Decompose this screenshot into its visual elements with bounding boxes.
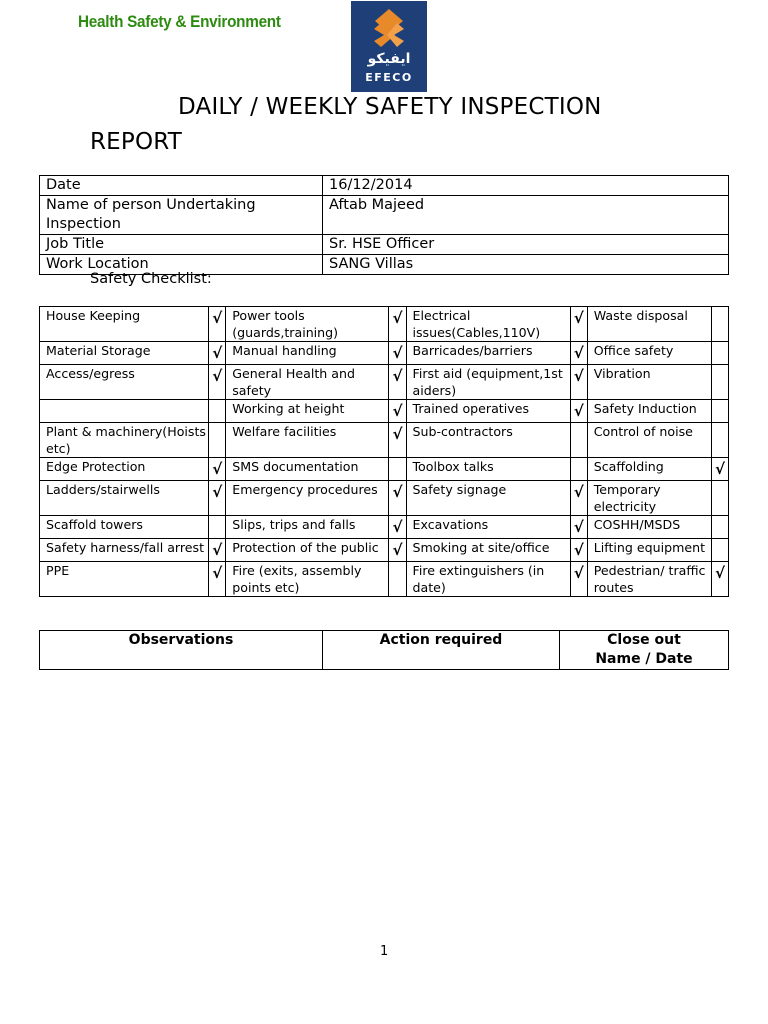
check-mark-icon: √ <box>714 564 725 582</box>
action-required-header: Action required <box>323 631 560 670</box>
checklist-tick-cell <box>711 539 728 562</box>
observations-table <box>39 630 729 670</box>
efeco-logo-graphic <box>351 1 427 92</box>
job-title-label: Job Title <box>40 235 323 255</box>
logo-latin-text: EFECO <box>365 71 413 84</box>
checklist-tick-cell <box>570 423 587 458</box>
checklist-item-label: Manual handling <box>226 342 389 365</box>
checklist-tick-cell <box>711 423 728 458</box>
checklist-tick-cell <box>711 516 728 539</box>
checklist-item-label: Safety signage <box>406 481 570 516</box>
check-mark-icon: √ <box>212 344 223 362</box>
checklist-item-label: Safety Induction <box>587 400 711 423</box>
checklist-tick-cell <box>389 307 406 342</box>
checklist-item-label: Safety harness/fall arrest <box>40 539 209 562</box>
checklist-item-label: COSHH/MSDS <box>587 516 711 539</box>
page-number: 1 <box>380 944 389 959</box>
checklist-row <box>40 516 729 539</box>
checklist-tick-cell <box>711 307 728 342</box>
check-mark-icon: √ <box>573 541 584 559</box>
checklist-row <box>40 342 729 365</box>
check-mark-icon: √ <box>573 483 584 501</box>
inspection-info-table <box>39 175 729 275</box>
close-out-line2: Name / Date <box>595 651 693 667</box>
checklist-item-label: Vibration <box>587 365 711 400</box>
checklist-item-label: Material Storage <box>40 342 209 365</box>
checklist-item-label: Office safety <box>587 342 711 365</box>
checklist-row <box>40 481 729 516</box>
check-mark-icon: √ <box>392 541 403 559</box>
checklist-item-label: General Health and safety <box>226 365 389 400</box>
person-value: Aftab Majeed <box>323 196 729 235</box>
checklist-tick-cell <box>570 481 587 516</box>
logo-arabic-text: ايفيكو <box>367 51 411 67</box>
checklist-tick-cell <box>711 562 728 597</box>
safety-checklist-table <box>39 306 729 597</box>
check-mark-icon: √ <box>212 483 223 501</box>
checklist-tick-cell <box>570 365 587 400</box>
check-mark-icon: √ <box>714 460 725 478</box>
checklist-row <box>40 423 729 458</box>
checklist-tick-cell <box>209 539 226 562</box>
checklist-tick-cell <box>389 342 406 365</box>
job-title-value: Sr. HSE Officer <box>323 235 729 255</box>
report-title-line1: DAILY / WEEKLY SAFETY INSPECTION <box>178 94 602 120</box>
checklist-tick-cell <box>711 481 728 516</box>
checklist-item-label: PPE <box>40 562 209 597</box>
observations-header-row <box>40 631 729 670</box>
checklist-tick-cell <box>570 307 587 342</box>
checklist-tick-cell <box>711 458 728 481</box>
checklist-item-label: Welfare facilities <box>226 423 389 458</box>
checklist-tick-cell <box>209 516 226 539</box>
check-mark-icon: √ <box>212 367 223 385</box>
check-mark-icon: √ <box>212 460 223 478</box>
checklist-tick-cell <box>389 516 406 539</box>
check-mark-icon: √ <box>212 541 223 559</box>
report-title-line2: REPORT <box>90 129 183 155</box>
checklist-row <box>40 539 729 562</box>
close-out-line1: Close out <box>607 632 681 648</box>
info-row-date <box>40 176 729 196</box>
checklist-tick-cell <box>209 307 226 342</box>
check-mark-icon: √ <box>392 518 403 536</box>
checklist-tick-cell <box>209 342 226 365</box>
checklist-row <box>40 400 729 423</box>
check-mark-icon: √ <box>212 309 223 327</box>
checklist-tick-cell <box>209 481 226 516</box>
checklist-item-label: Protection of the public <box>226 539 389 562</box>
checklist-tick-cell <box>570 458 587 481</box>
checklist-item-label: Plant & machinery(Hoists etc) <box>40 423 209 458</box>
checklist-tick-cell <box>570 516 587 539</box>
checklist-row <box>40 562 729 597</box>
checklist-item-label: Working at height <box>226 400 389 423</box>
checklist-item-label: Barricades/barriers <box>406 342 570 365</box>
checklist-item-label: Control of noise <box>587 423 711 458</box>
checklist-tick-cell <box>209 365 226 400</box>
checklist-tick-cell <box>209 562 226 597</box>
checklist-item-label: Power tools (guards,training) <box>226 307 389 342</box>
checklist-item-label: Access/egress <box>40 365 209 400</box>
checklist-item-label: Emergency procedures <box>226 481 389 516</box>
check-mark-icon: √ <box>212 564 223 582</box>
checklist-item-label: House Keeping <box>40 307 209 342</box>
checklist-row <box>40 365 729 400</box>
check-mark-icon: √ <box>392 309 403 327</box>
checklist-tick-cell <box>570 539 587 562</box>
checklist-tick-cell <box>209 423 226 458</box>
check-mark-icon: √ <box>392 425 403 443</box>
date-value: 16/12/2014 <box>323 176 729 196</box>
checklist-item-label: Edge Protection <box>40 458 209 481</box>
checklist-tick-cell <box>389 562 406 597</box>
check-mark-icon: √ <box>392 483 403 501</box>
checklist-item-label: Electrical issues(Cables,110V) <box>406 307 570 342</box>
check-mark-icon: √ <box>573 402 584 420</box>
checklist-tick-cell <box>389 481 406 516</box>
observations-header: Observations <box>40 631 323 670</box>
checklist-tick-cell <box>711 342 728 365</box>
check-mark-icon: √ <box>573 344 584 362</box>
checklist-item-label: Scaffold towers <box>40 516 209 539</box>
checklist-tick-cell <box>570 400 587 423</box>
work-location-value: SANG Villas <box>323 255 729 275</box>
checklist-tick-cell <box>389 365 406 400</box>
checklist-item-label: First aid (equipment,1st aiders) <box>406 365 570 400</box>
checklist-tick-cell <box>389 423 406 458</box>
checklist-item-label: Slips, trips and falls <box>226 516 389 539</box>
checklist-item-label: Smoking at site/office <box>406 539 570 562</box>
check-mark-icon: √ <box>392 367 403 385</box>
checklist-item-label: Scaffolding <box>587 458 711 481</box>
check-mark-icon: √ <box>573 564 584 582</box>
close-out-header <box>560 631 729 670</box>
info-row-person <box>40 196 729 235</box>
checklist-item-label: Pedestrian/ traffic routes <box>587 562 711 597</box>
checklist-row <box>40 307 729 342</box>
check-mark-icon: √ <box>573 309 584 327</box>
checklist-item-label: Fire (exits, assembly points etc) <box>226 562 389 597</box>
checklist-item-label: Lifting equipment <box>587 539 711 562</box>
check-mark-icon: √ <box>392 402 403 420</box>
check-mark-icon: √ <box>392 344 403 362</box>
checklist-item-label: SMS documentation <box>226 458 389 481</box>
checklist-tick-cell <box>389 400 406 423</box>
check-mark-icon: √ <box>573 367 584 385</box>
efeco-logo <box>351 1 427 92</box>
checklist-item-label: Trained operatives <box>406 400 570 423</box>
checklist-item-label: Waste disposal <box>587 307 711 342</box>
checklist-tick-cell <box>570 342 587 365</box>
checklist-tick-cell <box>389 539 406 562</box>
checklist-item-label <box>40 400 209 423</box>
date-label: Date <box>40 176 323 196</box>
checklist-tick-cell <box>711 365 728 400</box>
checklist-tick-cell <box>209 400 226 423</box>
checklist-item-label: Fire extinguishers (in date) <box>406 562 570 597</box>
checklist-item-label: Temporary electricity <box>587 481 711 516</box>
checklist-tick-cell <box>711 400 728 423</box>
checklist-item-label: Toolbox talks <box>406 458 570 481</box>
safety-checklist-label: Safety Checklist: <box>90 271 212 287</box>
checklist-item-label: Excavations <box>406 516 570 539</box>
checklist-tick-cell <box>570 562 587 597</box>
checklist-tick-cell <box>389 458 406 481</box>
checklist-item-label: Ladders/stairwells <box>40 481 209 516</box>
info-row-job <box>40 235 729 255</box>
check-mark-icon: √ <box>573 518 584 536</box>
person-label: Name of person Undertaking Inspection <box>40 196 323 235</box>
checklist-tick-cell <box>209 458 226 481</box>
checklist-row <box>40 458 729 481</box>
work-location-label: Work Location <box>40 255 323 275</box>
checklist-item-label: Sub-contractors <box>406 423 570 458</box>
hse-header-label: Health Safety & Environment <box>78 12 281 31</box>
